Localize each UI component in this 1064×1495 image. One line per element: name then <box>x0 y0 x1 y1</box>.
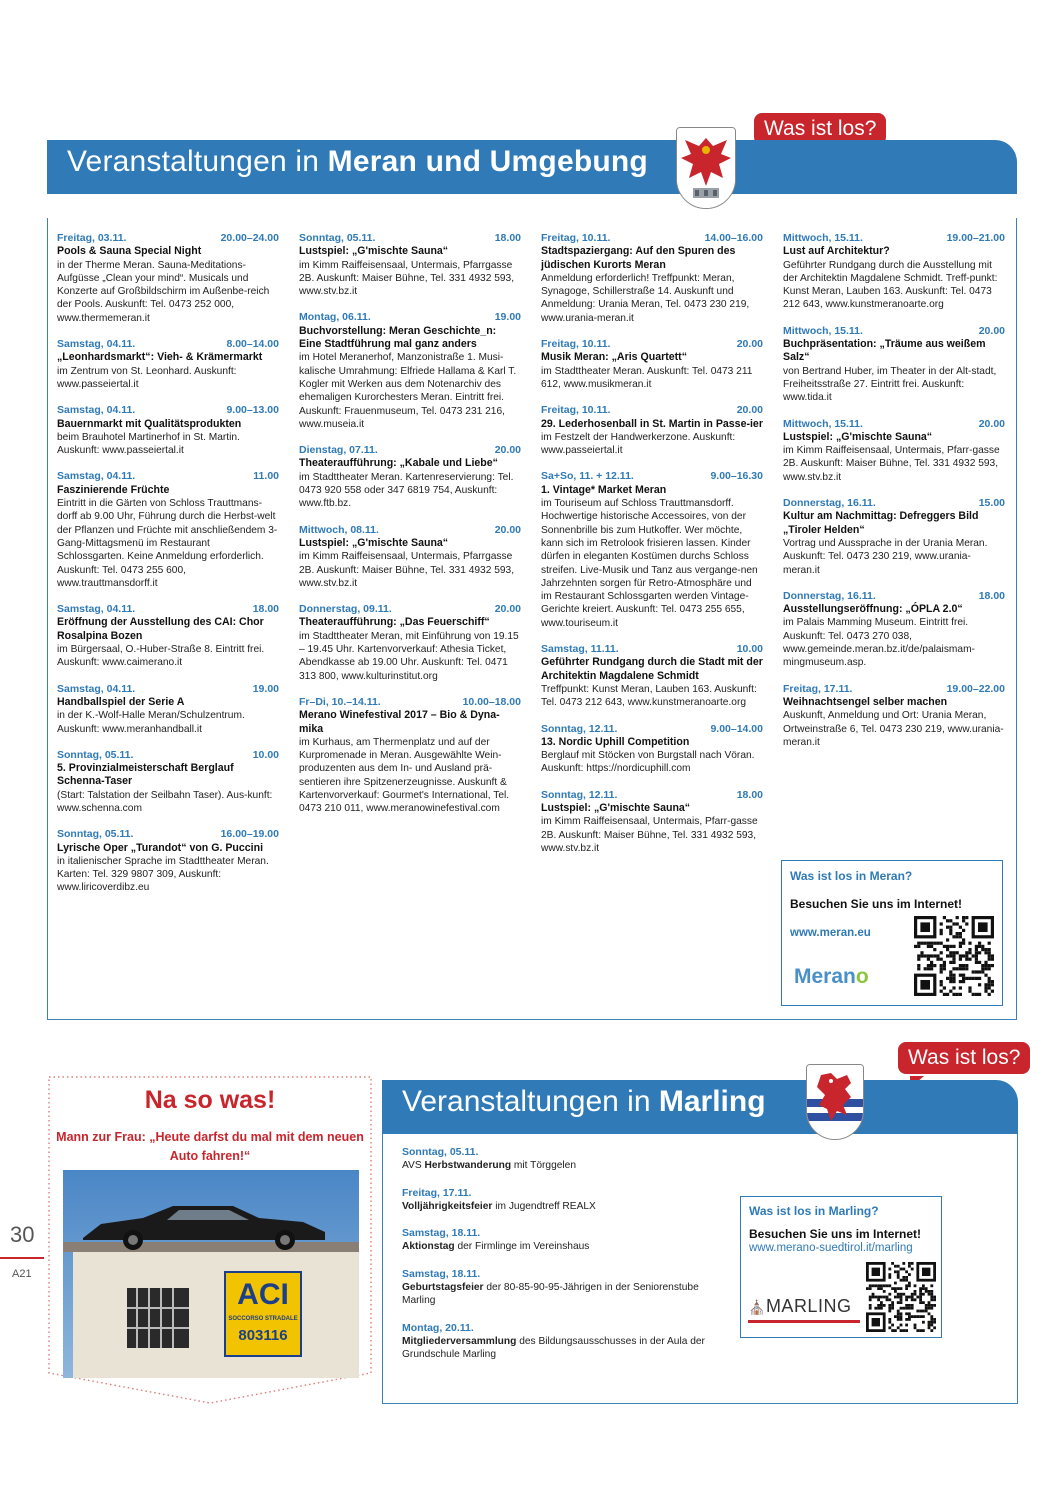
event-description: in der K.-Wolf-Halle Meran/Schulzentrum. Auskunft: www.meranhandball.it <box>57 710 245 735</box>
event-date: Freitag, 17.11. <box>402 1186 472 1199</box>
event-time: 16.00–19.00 <box>220 828 279 841</box>
event-time: 10.00 <box>736 643 763 656</box>
event-date: Samstag, 04.11. <box>57 338 136 351</box>
event-date: Mittwoch, 15.11. <box>783 232 863 244</box>
event-time: 20.00–24.00 <box>220 232 279 244</box>
event-date: Freitag, 17.11. <box>783 682 853 695</box>
event-item <box>57 683 279 736</box>
event-time: 15.00 <box>978 497 1005 510</box>
event-time: 19.00 <box>494 311 521 324</box>
marling-logo: ⛪MARLING <box>748 1296 852 1316</box>
event-item <box>783 683 1005 749</box>
event-item <box>783 325 1005 405</box>
event-date: Montag, 06.11. <box>299 311 371 324</box>
qr-code-icon <box>866 1262 936 1332</box>
event-item <box>783 497 1005 577</box>
event-item <box>57 232 279 325</box>
event-time: 18.00 <box>494 232 521 244</box>
event-description: Anmeldung erforderlich! Treffpunkt: Meran, Synagoge, Schillerstraße 14. Auskunft und Anmeldung: Urania Meran, Tel. 0473 230 219, www.urania-meran.it <box>541 272 750 324</box>
event-title: Theateraufführung: „Kabale und Liebe“ <box>299 457 498 470</box>
event-title: Kultur am Nachmittag: Defreggers Bild „Tiroler Helden“ <box>783 510 979 536</box>
church-icon: ⛪ <box>748 1299 766 1315</box>
naso-subtitle: Mann zur Frau: „Heute darfst du mal mit dem neuen Auto fahren!“ <box>56 1130 364 1163</box>
page-number-rule <box>0 1257 44 1259</box>
event-description: im Kimm Raiffeisensaal, Untermais, Pfarrgasse 2B. Auskunft: Maiser Bühne, Tel. 331 4932 593, www.stv.bz.it <box>299 551 515 589</box>
event-title: 29. Lederhosenball in St. Martin in Passe-ier <box>541 417 763 430</box>
event-date: Samstag, 04.11. <box>57 404 136 417</box>
event-title: Buchpräsentation: „Träume aus weißem Salz“ <box>783 338 986 364</box>
event-description: im Kimm Raiffeisensaal, Untermais, Pfarr-gasse 2B. Auskunft: Maiser Bühne, Tel. 331 4932 593, www.stv.bz.it <box>783 445 1000 483</box>
event-item <box>57 338 279 391</box>
event-title: Pools & Sauna Special Night <box>57 245 202 258</box>
event-description: Treffpunkt: Kunst Meran, Lauben 163. Auskunft: Tel. 0473 212 643, www.kunstmeranoarte.org <box>541 683 757 709</box>
was-ist-los-bubble: Was ist los? <box>898 1042 1030 1074</box>
aci-sign-line: SOCCORSO STRADALE <box>228 1316 298 1322</box>
event-date: Samstag, 04.11. <box>57 603 136 616</box>
event-item <box>783 418 1005 484</box>
aci-sign-brand: ACI <box>237 1278 289 1311</box>
event-item <box>541 470 763 630</box>
event-time: 10.00–18.00 <box>462 695 521 708</box>
event-title: Lust auf Architektur? <box>783 245 890 258</box>
events-column-1 <box>57 232 279 908</box>
event-time: 18.00 <box>978 589 1005 602</box>
event-date: Freitag, 03.11. <box>57 232 127 244</box>
event-description: in der Therme Meran. Sauna-Meditations-Aufgüsse „Clean your mind“. Musicals und Konzerte auf Großbildschirm im Außenbe-reich der Pools. Auskunft: Tel. 0473 252 000, www.thermemeran.it <box>57 259 270 324</box>
event-title: 13. Nordic Uphill Competition <box>541 735 690 748</box>
event-date: Dienstag, 07.11. <box>299 444 378 457</box>
event-title: Lustspiel: „G'mischte Sauna“ <box>783 430 933 443</box>
event-date: Sonntag, 12.11. <box>541 788 618 801</box>
event-date: Sonntag, 05.11. <box>57 748 134 761</box>
event-description: beim Brauhotel Martinerhof in St. Martin. Auskunft: www.passeiertal.it <box>57 431 240 457</box>
event-time: 19.00–22.00 <box>946 682 1005 695</box>
car-on-roof-photo <box>63 1170 359 1378</box>
event-item <box>299 696 521 816</box>
event-item <box>402 1187 722 1214</box>
event-item <box>57 828 279 894</box>
info-question: Was ist los in Marling? <box>749 1204 879 1218</box>
event-item <box>299 232 521 298</box>
event-item <box>541 723 763 776</box>
marling-events-list <box>402 1146 722 1376</box>
event-description: im Stadttheater Meran, mit Einführung von 19.15 – 19.45 Uhr. Kartenvorverkauf: Athesia Ticket, Abendkasse ab 19.00 Uhr. Auskunft: Tel. 0471 313 800, www.kulturinstitut.org <box>299 630 519 682</box>
event-description: im Festzelt der Handwerkerzone. Auskunft: www.passeiertal.it <box>541 431 736 457</box>
event-description: Geburtstagsfeier der 80-85-90-95-Jährigen in der Seniorenstube Marling <box>402 1282 699 1307</box>
event-time: 19.00 <box>252 682 279 695</box>
page-number: 30 <box>10 1222 35 1247</box>
event-date: Fr–Di, 10.–14.11. <box>299 695 381 708</box>
meran-url-link[interactable]: www.meran.eu <box>790 927 871 939</box>
event-item <box>57 603 279 669</box>
event-date: Samstag, 18.11. <box>402 1227 481 1240</box>
event-title: Geführter Rundgang durch die Stadt mit der Architektin Magdalene Schmidt <box>541 656 763 682</box>
event-date: Sonntag, 05.11. <box>57 828 134 841</box>
event-date: Donnerstag, 16.11. <box>783 497 876 510</box>
event-title: 1. Vintage* Market Meran <box>541 483 667 496</box>
merano-logo: Merano <box>794 965 869 988</box>
event-time: 8.00–14.00 <box>226 338 279 351</box>
event-date: Donnerstag, 09.11. <box>299 603 392 616</box>
event-item <box>783 590 1005 670</box>
was-ist-los-bubble: Was ist los? <box>754 113 886 145</box>
event-time: 19.00–21.00 <box>946 232 1005 244</box>
events-column-3 <box>541 232 763 868</box>
event-time: 20.00 <box>978 417 1005 430</box>
event-time: 20.00 <box>494 444 521 457</box>
event-title: Lustspiel: „G'mischte Sauna“ <box>299 536 449 549</box>
event-title: Musik Meran: „Aris Quartett“ <box>541 351 687 364</box>
event-item <box>57 404 279 457</box>
event-title: Handballspiel der Serie A <box>57 695 185 708</box>
marling-url-link[interactable]: www.merano-suedtirol.it/marling <box>749 1242 913 1254</box>
event-date: Montag, 20.11. <box>402 1321 474 1334</box>
marling-logo-underline <box>748 1320 860 1323</box>
events-column-2 <box>299 232 521 829</box>
event-item <box>541 338 763 391</box>
event-item <box>402 1322 722 1362</box>
event-date: Samstag, 04.11. <box>57 470 136 483</box>
event-description: (Start: Talstation der Seilbahn Taser). Aus-kunft: www.schenna.com <box>57 789 273 814</box>
tyrol-eagle-crest-icon <box>676 127 736 209</box>
event-title: „Leonhardsmarkt“: Vieh- & Krämermarkt <box>57 351 263 364</box>
event-description: im Stadttheater Meran. Kartenreservierung: Tel. 0473 920 558 oder 347 6819 754, Auskunft: www.ftb.bz. <box>299 471 514 510</box>
event-date: Donnerstag, 16.11. <box>783 589 876 602</box>
aci-sign-number: 803116 <box>238 1327 288 1344</box>
event-date: Freitag, 10.11. <box>541 232 611 244</box>
event-title: Lustspiel: „G'mischte Sauna“ <box>541 801 691 814</box>
event-title: Buchvorstellung: Meran Geschichte_n: Eine Stadtführung mal ganz anders <box>299 324 497 351</box>
event-title: Merano Winefestival 2017 – Bio & Dyna-mika <box>299 709 500 735</box>
event-item <box>299 603 521 683</box>
event-date: Mittwoch, 08.11. <box>299 523 379 536</box>
event-time: 14.00–16.00 <box>704 232 763 244</box>
event-date: Freitag, 10.11. <box>541 404 611 417</box>
event-title: Lustspiel: „G'mischte Sauna“ <box>299 245 449 258</box>
event-title: Stadtspaziergang: Auf den Spuren des jüdischen Kurorts Meran <box>541 245 736 271</box>
event-item <box>783 232 1005 312</box>
event-date: Mittwoch, 15.11. <box>783 324 863 337</box>
page-code: A21 <box>12 1268 32 1280</box>
event-date: Sonntag, 05.11. <box>299 232 376 244</box>
event-description: von Bertrand Huber, im Theater in der Alt-stadt, Freiheitsstraße 27. Eintritt frei. Auskunft: www.tida.it <box>783 365 997 404</box>
info-question: Was ist los in Meran? <box>790 869 913 883</box>
event-item <box>541 789 763 855</box>
event-description: im Zentrum von St. Leonhard. Auskunft: www.passeiertal.it <box>57 365 237 390</box>
event-item <box>402 1227 722 1254</box>
info-visit-text: Besuchen Sie uns im Internet! <box>790 897 963 911</box>
event-description: Aktionstag der Firmlinge im Vereinshaus <box>402 1241 590 1253</box>
event-item <box>299 311 521 431</box>
event-description: im Touriseum auf Schloss Trauttmansdorff. Hochwertige historische Accessoires, von der Sonnenbrille bis zum Hutkoffer. Wer möchte, kann sich im Retrolook frisieren lassen. Kinder dürfen in eleganten Kostümen durchs Schloss streifen. Live-Musik und Tanz aus vergange-nen Jahrzehnten sorgen für Retro-Atmosphäre und im Restaurant Schlossgarten werden Vintage-Gerichte kreiert. Auskunft: Tel. 0473 255 655, www.touriseum.it <box>541 498 758 629</box>
event-date: Sonntag, 12.11. <box>541 722 618 735</box>
event-description: Volljährigkeitsfeier im Jugendtreff REALX <box>402 1200 596 1212</box>
event-description: Eintritt in die Gärten von Schloss Trauttmans-dorff ab 9.00 Uhr, Führung durch die Herbst-welt der Pflanzen und Früchte mit anschließendem 3-Gang-Mittagsmenü im Restaurant Schlossgarten. Keine Anmeldung erforderlich. Auskunft: Tel. 0473 255 600, www.trauttmansdorff.it <box>57 498 278 589</box>
event-title: Faszinierende Früchte <box>57 483 170 496</box>
event-item <box>299 524 521 590</box>
event-time: 20.00 <box>978 324 1005 337</box>
event-item <box>541 404 763 457</box>
event-description: Geführter Rundgang durch die Ausstellung mit der Architektin Magdalene Schmidt. Treff-punkt: Kunst Meran, Lauben 163. Auskunft: Tel. 0473 212 643, www.kunstmeranoarte.org <box>783 259 998 311</box>
event-time: 20.00 <box>736 338 763 351</box>
event-item <box>402 1268 722 1308</box>
event-item <box>541 643 763 709</box>
qr-code-icon <box>914 916 994 996</box>
event-item <box>402 1146 722 1173</box>
event-description: im Palais Mamming Museum. Eintritt frei. Auskunft: Tel. 0473 270 038, www.gemeinde.meran.bz.it/de/palaismam-mingmuseum.asp. <box>783 617 975 669</box>
event-time: 9.00–14.00 <box>710 722 763 735</box>
event-description: Vortrag und Aussprache in der Urania Meran. Auskunft: Tel. 0473 230 219, www.urania-meran.it <box>783 537 988 576</box>
event-title: Ausstellungseröffnung: „ÓPLA 2.0“ <box>783 603 963 616</box>
event-time: 18.00 <box>736 788 763 801</box>
event-date: Mittwoch, 15.11. <box>783 417 863 430</box>
event-date: Sa+So, 11. + 12.11. <box>541 470 634 483</box>
event-description: im Kimm Raiffeisensaal, Untermais, Pfarrgasse 2B. Auskunft: Maiser Bühne, Tel. 331 4932 593, www.stv.bz.it <box>299 259 515 298</box>
event-time: 9.00–16.30 <box>710 470 763 483</box>
event-description: im Bürgersaal, O.-Huber-Straße 8. Eintritt frei. Auskunft: www.caimerano.it <box>57 644 265 669</box>
event-date: Samstag, 04.11. <box>57 682 136 695</box>
marling-section-title: Veranstaltungen in Marling <box>402 1085 766 1118</box>
event-description: im Stadttheater Meran. Auskunft: Tel. 0473 211 612, www.musikmeran.it <box>541 365 753 390</box>
meran-section-title: Veranstaltungen in Meran und Umgebung <box>67 145 648 178</box>
naso-title: Na so was! <box>144 1086 276 1114</box>
event-time: 18.00 <box>252 603 279 616</box>
event-item <box>57 749 279 815</box>
event-description: im Kurhaus, am Thermenplatz und auf der Kurpromenade in Meran. Ausgewählte Wein-produzenten aus dem In- und Ausland prä-sentieren ihre Spitzenerzeugnisse. Auskunft & Kartenvorverkauf: Gourmet's International, Tel. 0473 210 011, www.meranowinefestival.com <box>299 736 510 815</box>
event-title: Lyrische Oper „Turandot“ von G. Puccini <box>57 841 264 854</box>
event-title: 5. Provinzialmeisterschaft Berglauf Schenna-Taser <box>57 762 234 788</box>
event-time: 20.00 <box>494 523 521 536</box>
event-description: im Hotel Meranerhof, Manzonistraße 1. Musi-kalische Umrahmung: Elfriede Hallama & Karl T. Kogler mit Werken aus dem Notenarchiv des ehemaligen Kurorchesters Meran. Eintritt frei. Auskunft: Frauenmuseum, Tel. 0473 231 216, www.museia.it <box>299 352 517 430</box>
event-title: Theateraufführung: „Das Feuerschiff“ <box>299 616 490 629</box>
event-description: im Kimm Raiffeisensaal, Untermais, Pfarr-gasse 2B. Auskunft: Maiser Bühne, Tel. 331 4932 593, www.stv.bz.it <box>541 816 758 854</box>
event-date: Samstag, 11.11. <box>541 643 619 656</box>
event-time: 10.00 <box>252 748 279 761</box>
event-time: 9.00–13.00 <box>226 404 279 417</box>
event-description: Auskunft, Anmeldung und Ort: Urania Meran, Ortweinstraße 6, Tel. 0473 230 219, www.urania-meran.it <box>783 710 1004 748</box>
event-time: 11.00 <box>253 470 279 483</box>
info-visit-text: Besuchen Sie uns im Internet! <box>749 1227 922 1241</box>
event-item <box>299 444 521 510</box>
events-column-4 <box>783 232 1005 762</box>
event-title: Eröffnung der Ausstellung des CAI: Chor Rosalpina Bozen <box>57 616 264 642</box>
event-date: Samstag, 18.11. <box>402 1267 481 1280</box>
event-description: Mitgliederversammlung des Bildungsausschusses in der Aula der Grundschule Marling <box>402 1335 705 1361</box>
event-item <box>541 232 763 325</box>
event-date: Sonntag, 05.11. <box>402 1146 479 1158</box>
event-time: 20.00 <box>736 404 763 417</box>
event-description: Berglauf mit Stöcken von Burgstall nach Vöran. Auskunft: https://nordicuphill.com <box>541 750 755 775</box>
marling-lion-crest-icon <box>806 1064 864 1140</box>
event-description: in italienischer Sprache im Stadttheater Meran. Karten: Tel. 329 9807 309, Auskunft: www.liricoverdibz.eu <box>57 855 269 894</box>
event-title: Bauernmarkt mit Qualitätsprodukten <box>57 417 242 430</box>
event-date: Freitag, 10.11. <box>541 338 611 351</box>
event-item <box>57 470 279 590</box>
event-description: AVS Herbstwanderung mit Törggelen <box>402 1160 577 1172</box>
event-title: Weihnachtsengel selber machen <box>783 695 948 708</box>
event-time: 20.00 <box>494 603 521 616</box>
